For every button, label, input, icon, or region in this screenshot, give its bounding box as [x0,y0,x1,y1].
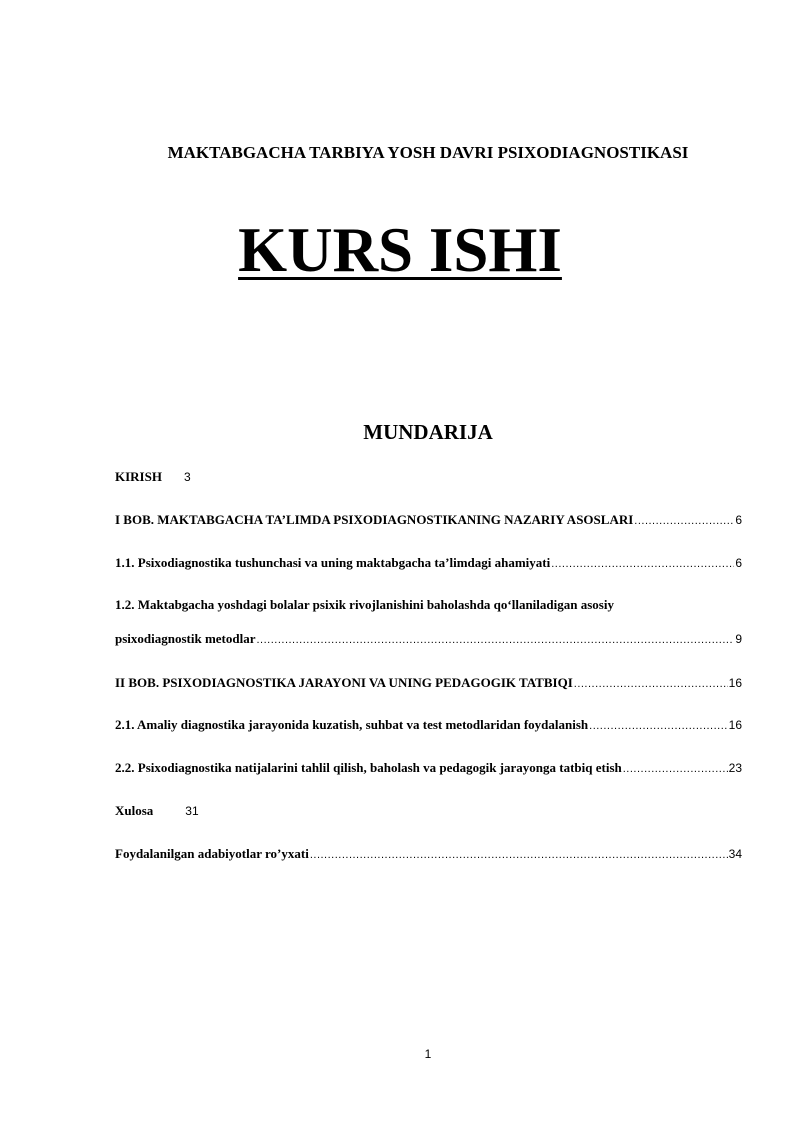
toc-entry-section-1-2-line1[interactable]: 1.2. Maktabgacha yoshdagi bolalar psixik rivojlanishini baholashda qo‘llaniladigan asosiy [115,597,614,612]
page-number: 1 [424,1047,432,1061]
toc-entry-section-2-1[interactable] [115,716,742,735]
toc-entry-page: 34 [728,847,742,861]
toc-entry-references[interactable] [115,845,742,864]
toc-entry-section-1-1[interactable] [115,554,742,573]
toc-entry-page: 16 [728,676,742,690]
document-topic: MAKTABGACHA TARBIYA YOSH DAVRI PSIXODIAGNOSTIKASI [167,143,689,162]
toc-leader-dots [589,717,728,735]
toc-entry-page: 9 [735,632,742,646]
toc-entry-label: Xulosa [115,803,154,818]
toc-entry-chapter-1[interactable] [115,511,742,530]
toc-leader-dots [551,555,734,573]
toc-entry-page: 31 [185,804,199,818]
toc-entry-section-2-2[interactable] [115,759,742,778]
toc-entry-conclusion[interactable] [115,802,199,820]
toc-entry-kirish[interactable] [115,468,191,486]
toc-leader-dots [310,846,728,864]
toc-entry-label: Foydalanilgan adabiyotlar ro’yxati [115,846,309,861]
toc-entry-label: psixodiagnostik metodlar [115,631,256,646]
toc-entry-label: 2.2. Psixodiagnostika natijalarini tahlil qilish, baholash va pedagogik jarayonga tatbiq etish [115,760,622,775]
toc-entry-label: 2.1. Amaliy diagnostika jarayonida kuzatish, suhbat va test metodlaridan foydalanish [115,717,589,732]
toc-entry-chapter-2[interactable] [115,674,742,693]
toc-entry-page: 16 [728,718,742,732]
toc-entry-page: 23 [728,761,742,775]
toc-leader-dots [257,631,735,649]
toc-entry-label: KIRISH [115,469,162,484]
toc-entry-section-1-2[interactable] [115,630,742,649]
toc-leader-dots [574,675,728,693]
toc-entry-page: 3 [183,470,191,484]
toc-leader-dots [634,512,734,530]
toc-entry-page: 6 [735,513,742,527]
toc-entry-label: II BOB. PSIXODIAGNOSTIKA JARAYONI VA UNING PEDAGOGIK TATBIQI [115,675,573,690]
document-title: KURS ISHI [238,215,562,285]
toc-leader-dots [623,760,728,778]
toc-heading: MUNDARIJA [363,420,493,444]
toc-entry-label: I BOB. MAKTABGACHA TA’LIMDA PSIXODIAGNOSTIKANING NAZARIY ASOSLARI [115,512,634,527]
toc-entry-label: 1.1. Psixodiagnostika tushunchasi va uning maktabgacha ta’limdagi ahamiyati [115,555,551,570]
toc-entry-page: 6 [735,556,742,570]
